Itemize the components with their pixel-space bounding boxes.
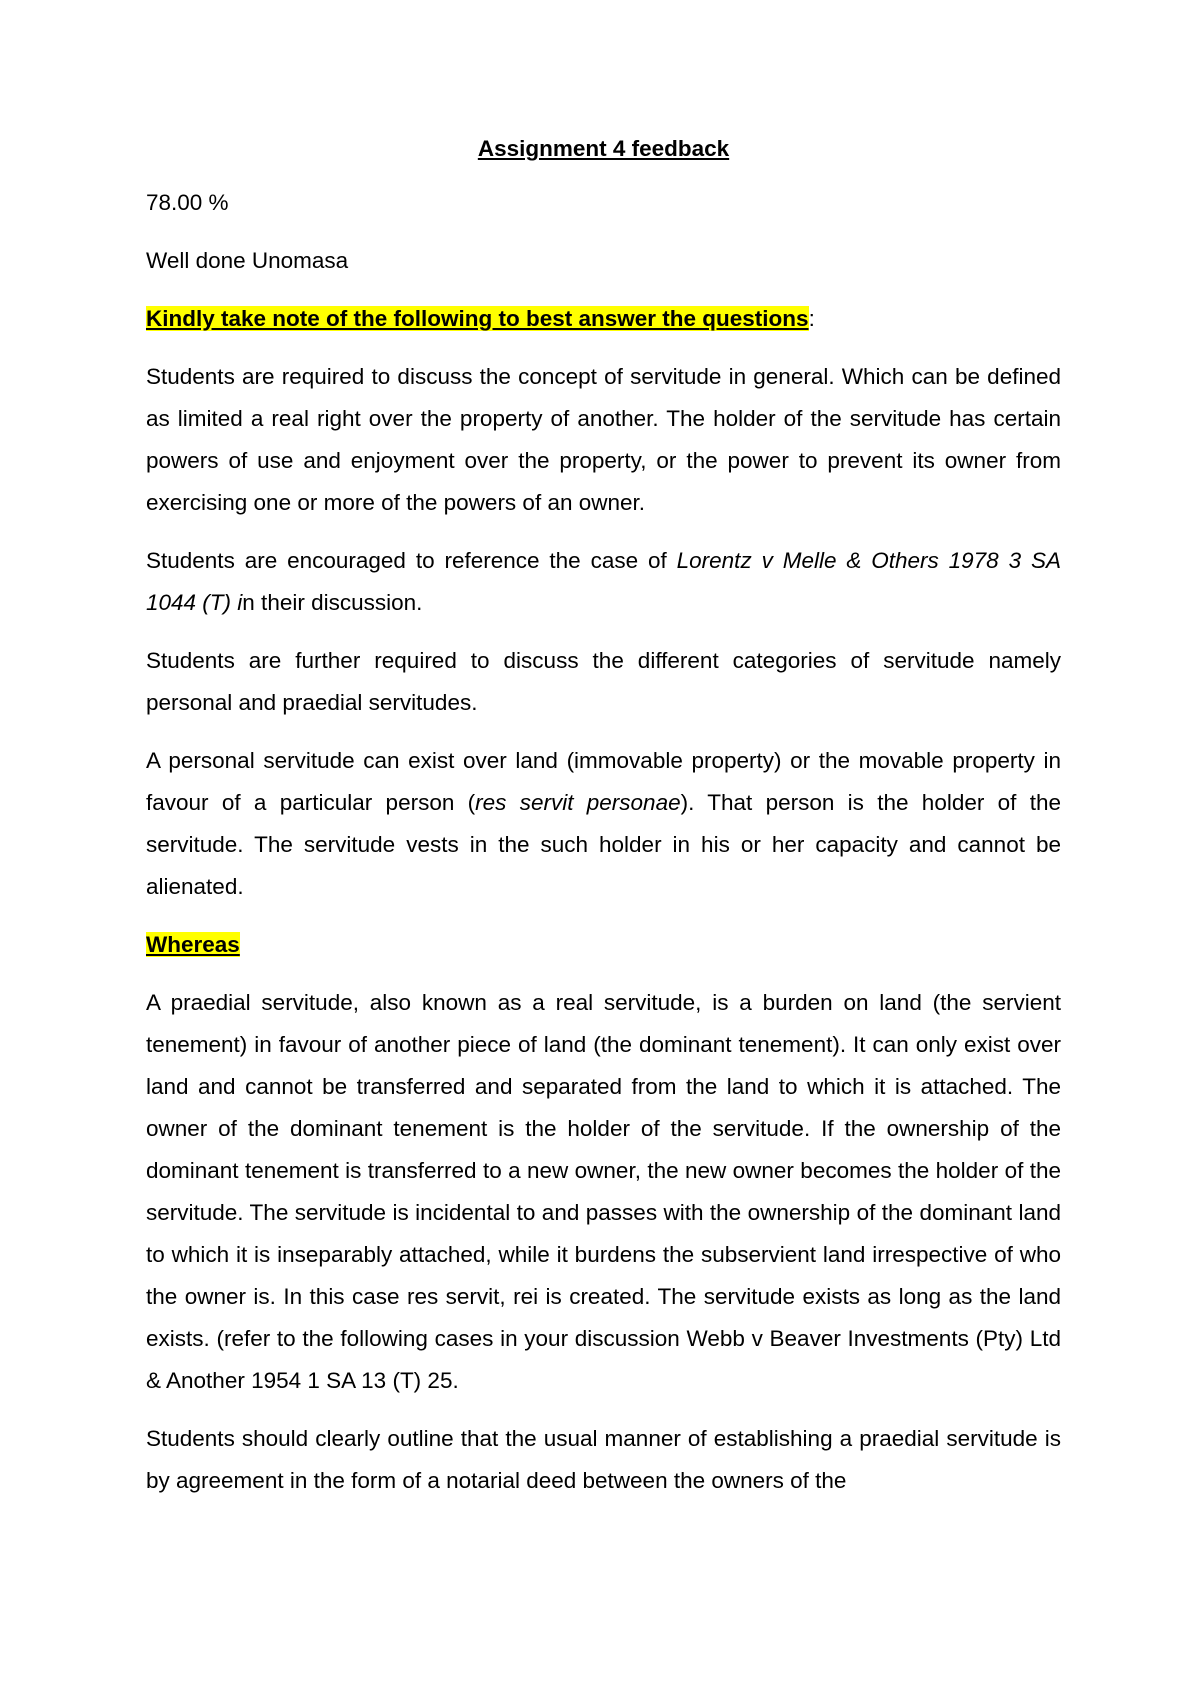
paragraph-establishing-servitude: Students should clearly outline that the usual manner of establishing a praedial servitude is by agreement in the form of a notarial deed between the owners of the — [146, 1426, 1061, 1493]
score-text: 78.00 % — [146, 190, 229, 215]
document-title: Assignment 4 feedback — [477, 136, 730, 161]
paragraph-servitude-concept: Students are required to discuss the concept of servitude in general. Which can be defined as limited a real right over the property of another. The holder of the servitude has certain powers of use and enjoyment over the property, or the power to prevent its owner from exercising one or more of the powers of an owner. — [146, 364, 1061, 515]
latin-term: res servit personae — [475, 790, 681, 815]
instruction-heading: Kindly take note of the following to best answer the questions — [146, 306, 809, 331]
case-citation: Lorentz v Melle & Others 1978 3 SA 1044 (T) i — [146, 548, 1061, 615]
instruction-colon: : — [808, 306, 815, 331]
instruction-line — [146, 298, 1061, 340]
document-page — [146, 128, 1061, 1518]
paragraph-praedial-servitude: A praedial servitude, also known as a real servitude, is a burden on land (the servient tenement) in favour of another piece of land (the dominant tenement). It can only exist over land and cannot be transferred and separated from the land to which it is attached. The owner of the dominant tenement is the holder of the servitude. If the ownership of the dominant tenement is transferred to a new owner, the new owner becomes the holder of the servitude. The servitude is incidental to and passes with the ownership of the dominant land to which it is inseparably attached, while it burdens the subservient land irrespective of who the owner is. In this case res servit, rei is created. The servitude exists as long as the land exists. (refer to the following cases in your discussion Webb v Beaver Investments (Pty) Ltd & Another 1954 1 SA 13 (T) 25. — [146, 990, 1061, 1393]
greeting-text: Well done Unomasa — [146, 248, 349, 273]
case-reference-intro: Students are encouraged to reference the case of — [146, 548, 677, 573]
personal-servitude-intro: A personal servitude can exist over land (immovable property) or the movable property in favour of a particular person ( — [146, 748, 1061, 815]
paragraph-categories: Students are further required to discuss the different categories of servitude namely personal and praedial servitudes. — [146, 648, 1061, 715]
whereas-line — [146, 924, 1061, 966]
personal-servitude-outro: ). That person is the holder of the servitude. The servitude vests in the such holder in his or her capacity and cannot be alienated. — [146, 790, 1061, 899]
paragraph-personal-servitude — [146, 740, 1061, 908]
paragraph-case-reference — [146, 540, 1061, 624]
case-reference-outro: n their discussion. — [242, 590, 423, 615]
whereas-heading: Whereas — [146, 932, 240, 957]
